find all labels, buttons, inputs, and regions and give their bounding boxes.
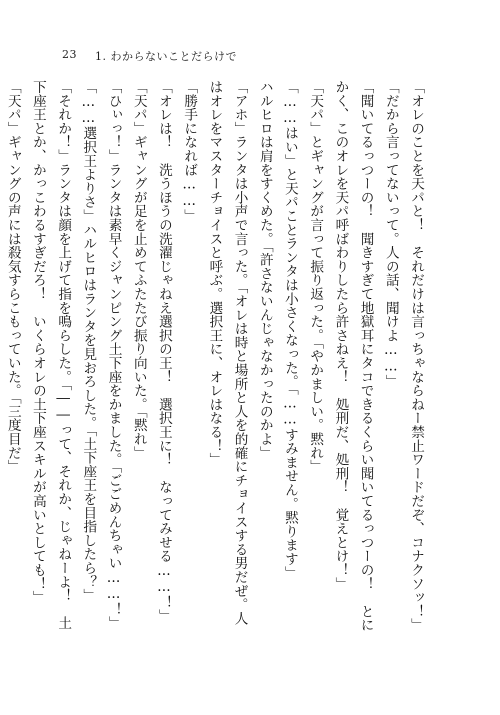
text-line: 「勝手になれば……」 (181, 80, 198, 223)
text-line: 「聞いてるっつーの！ 聞きすぎて地獄耳にタコできるくらい聞いてるっつーの！ とに (357, 80, 374, 632)
text-line: 下座王とか、かっこわるすぎだろ！ いくらオレの土下座スキルが高いとしても！」 (29, 80, 46, 605)
chapter-title: 1. わからないことだらけで (95, 50, 237, 63)
text-line: 「だから言ってないって。人の話、聞けよ……」 (382, 80, 399, 389)
text-line: 「天パ」ギャングの声には殺気すらこもっていた。「三度目だ」 (4, 80, 21, 474)
text-line: はオレをマスターチョイスと呼ぶ。選択王に、オレはなる！」 (206, 80, 223, 467)
body-text (0, 80, 428, 640)
text-line: 「天パ」ギャングが足を止めてふたたび振り向いた。「黙れ」 (130, 80, 147, 460)
text-line: 「オレは！ 洗うほうの洗濯じゃねえ選択の王！ 選択王に！ なってみせる……！」 (155, 80, 172, 623)
text-line: かく、このオレを天パ呼ばわりしたら許さねえ！ 処刑だ、処刑！ 覚えとけ！」 (332, 80, 349, 591)
text-line: 「アホ」ランタは小声で言った。「オレは時と場所と人を的確にチョイスする男だぜ。人 (231, 80, 248, 626)
text-line: 「オレのことを天パと！ それだけは言っちゃならねー禁止ワードだぞ、コナクソッ！」 (408, 80, 424, 632)
running-header (62, 48, 237, 64)
text-line: 「天パ」とギャングが言って振り返った。「やかましい。黙れ」 (307, 80, 324, 474)
text-line: 「……はい」と天パことランタは小さくなった。「……すみません。黙ります」 (281, 80, 298, 580)
text-line: ハルヒロは肩をすくめた。「許さないんじゃなかったのかよ」 (256, 80, 273, 460)
page-number: 23 (62, 48, 77, 61)
text-line: 「……選択王よりさ」ハルヒロはランタを見おろした。「土下座王を目指したら？」 (80, 80, 97, 603)
text-line: 「ひぃっ！」ランタは素早くジャンピング土下座をかました。「ごごめんちゃい……！」 (105, 80, 122, 630)
text-line: 「それか！」ランタは顔を上げて指を鳴らした。「――って、それか、じゃねーよ！ 土 (55, 80, 72, 630)
